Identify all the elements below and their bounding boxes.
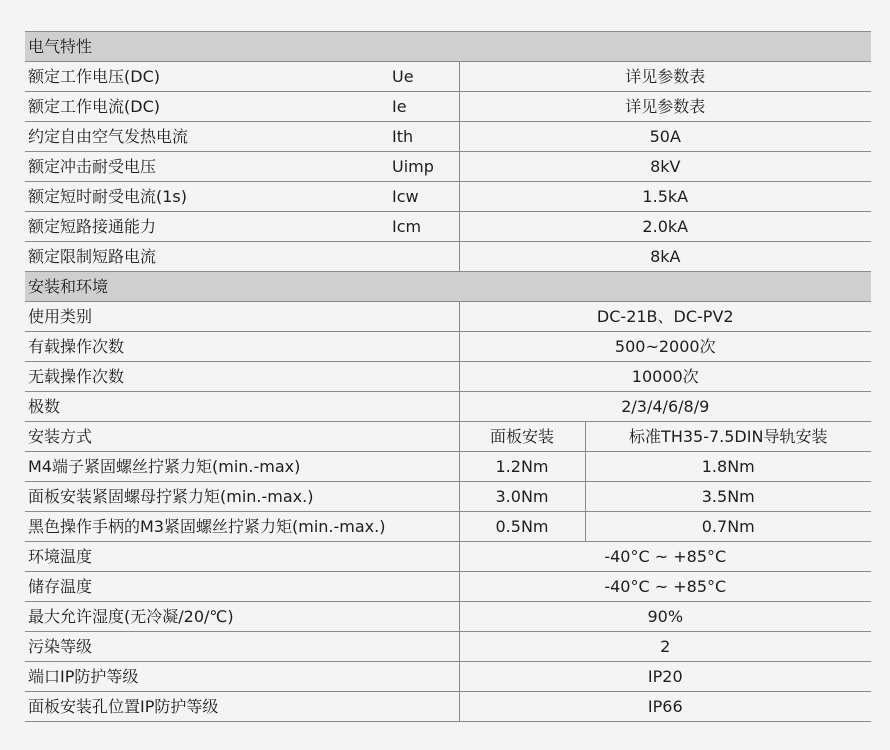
row-symbol: Ue bbox=[389, 62, 459, 92]
row-label: 约定自由空气发热电流 bbox=[25, 122, 389, 152]
table-row bbox=[25, 422, 871, 452]
row-symbol: Icm bbox=[389, 212, 459, 242]
section-header-installation bbox=[25, 272, 871, 302]
table-row bbox=[25, 302, 871, 332]
table-row bbox=[25, 512, 871, 542]
section-title: 安装和环境 bbox=[25, 272, 871, 302]
row-label: 额定工作电压(DC) bbox=[25, 62, 389, 92]
row-label: 额定工作电流(DC) bbox=[25, 92, 389, 122]
spec-table bbox=[25, 31, 871, 722]
table-row bbox=[25, 572, 871, 602]
row-label: 有载操作次数 bbox=[25, 332, 459, 362]
table-row bbox=[25, 632, 871, 662]
row-label: 环境温度 bbox=[25, 542, 459, 572]
row-value: 详见参数表 bbox=[459, 62, 871, 92]
row-label: 污染等级 bbox=[25, 632, 459, 662]
row-symbol: Uimp bbox=[389, 152, 459, 182]
table-row bbox=[25, 62, 871, 92]
row-value: 2/3/4/6/8/9 bbox=[459, 392, 871, 422]
row-value: 50A bbox=[459, 122, 871, 152]
table-row bbox=[25, 662, 871, 692]
table-row bbox=[25, 482, 871, 512]
spec-table-container bbox=[25, 31, 871, 722]
row-label: 无载操作次数 bbox=[25, 362, 459, 392]
row-label: 黑色操作手柄的M3紧固螺丝拧紧力矩(min.-max.) bbox=[25, 512, 459, 542]
row-label: 端口IP防护等级 bbox=[25, 662, 459, 692]
section-header-electrical bbox=[25, 32, 871, 62]
table-row bbox=[25, 602, 871, 632]
row-value: 10000次 bbox=[459, 362, 871, 392]
table-row bbox=[25, 332, 871, 362]
row-panel-value: 1.2Nm bbox=[459, 452, 585, 482]
row-label: 面板安装紧固螺母拧紧力矩(min.-max.) bbox=[25, 482, 459, 512]
row-value: 2 bbox=[459, 632, 871, 662]
row-din-value: 1.8Nm bbox=[585, 452, 871, 482]
row-symbol bbox=[389, 242, 459, 272]
row-value: IP66 bbox=[459, 692, 871, 722]
row-label: 面板安装孔位置IP防护等级 bbox=[25, 692, 459, 722]
row-label: 最大允许湿度(无冷凝/20/℃) bbox=[25, 602, 459, 632]
row-value: 90% bbox=[459, 602, 871, 632]
row-symbol: Ie bbox=[389, 92, 459, 122]
row-value: DC-21B、DC-PV2 bbox=[459, 302, 871, 332]
row-value: 8kV bbox=[459, 152, 871, 182]
table-row bbox=[25, 182, 871, 212]
row-value: -40°C ~ +85°C bbox=[459, 542, 871, 572]
row-panel-value: 0.5Nm bbox=[459, 512, 585, 542]
table-row bbox=[25, 542, 871, 572]
row-label: 安装方式 bbox=[25, 422, 459, 452]
table-row bbox=[25, 362, 871, 392]
table-row bbox=[25, 242, 871, 272]
section-title: 电气特性 bbox=[25, 32, 871, 62]
row-din-value: 标准TH35-7.5DIN导轨安装 bbox=[585, 422, 871, 452]
row-value: 详见参数表 bbox=[459, 92, 871, 122]
row-label: 额定短路接通能力 bbox=[25, 212, 389, 242]
table-row bbox=[25, 152, 871, 182]
row-value: IP20 bbox=[459, 662, 871, 692]
row-label: 使用类别 bbox=[25, 302, 459, 332]
row-din-value: 0.7Nm bbox=[585, 512, 871, 542]
row-symbol: Icw bbox=[389, 182, 459, 212]
row-value: 1.5kA bbox=[459, 182, 871, 212]
table-row bbox=[25, 122, 871, 152]
table-row bbox=[25, 92, 871, 122]
row-label: 极数 bbox=[25, 392, 459, 422]
row-panel-value: 面板安装 bbox=[459, 422, 585, 452]
row-label: M4端子紧固螺丝拧紧力矩(min.-max) bbox=[25, 452, 459, 482]
table-row bbox=[25, 452, 871, 482]
table-row bbox=[25, 692, 871, 722]
row-din-value: 3.5Nm bbox=[585, 482, 871, 512]
row-value: 8kA bbox=[459, 242, 871, 272]
table-row bbox=[25, 212, 871, 242]
row-value: 2.0kA bbox=[459, 212, 871, 242]
table-row bbox=[25, 392, 871, 422]
row-value: 500~2000次 bbox=[459, 332, 871, 362]
row-value: -40°C ~ +85°C bbox=[459, 572, 871, 602]
row-label: 储存温度 bbox=[25, 572, 459, 602]
row-label: 额定短时耐受电流(1s) bbox=[25, 182, 389, 212]
row-label: 额定限制短路电流 bbox=[25, 242, 389, 272]
row-symbol: Ith bbox=[389, 122, 459, 152]
row-panel-value: 3.0Nm bbox=[459, 482, 585, 512]
row-label: 额定冲击耐受电压 bbox=[25, 152, 389, 182]
